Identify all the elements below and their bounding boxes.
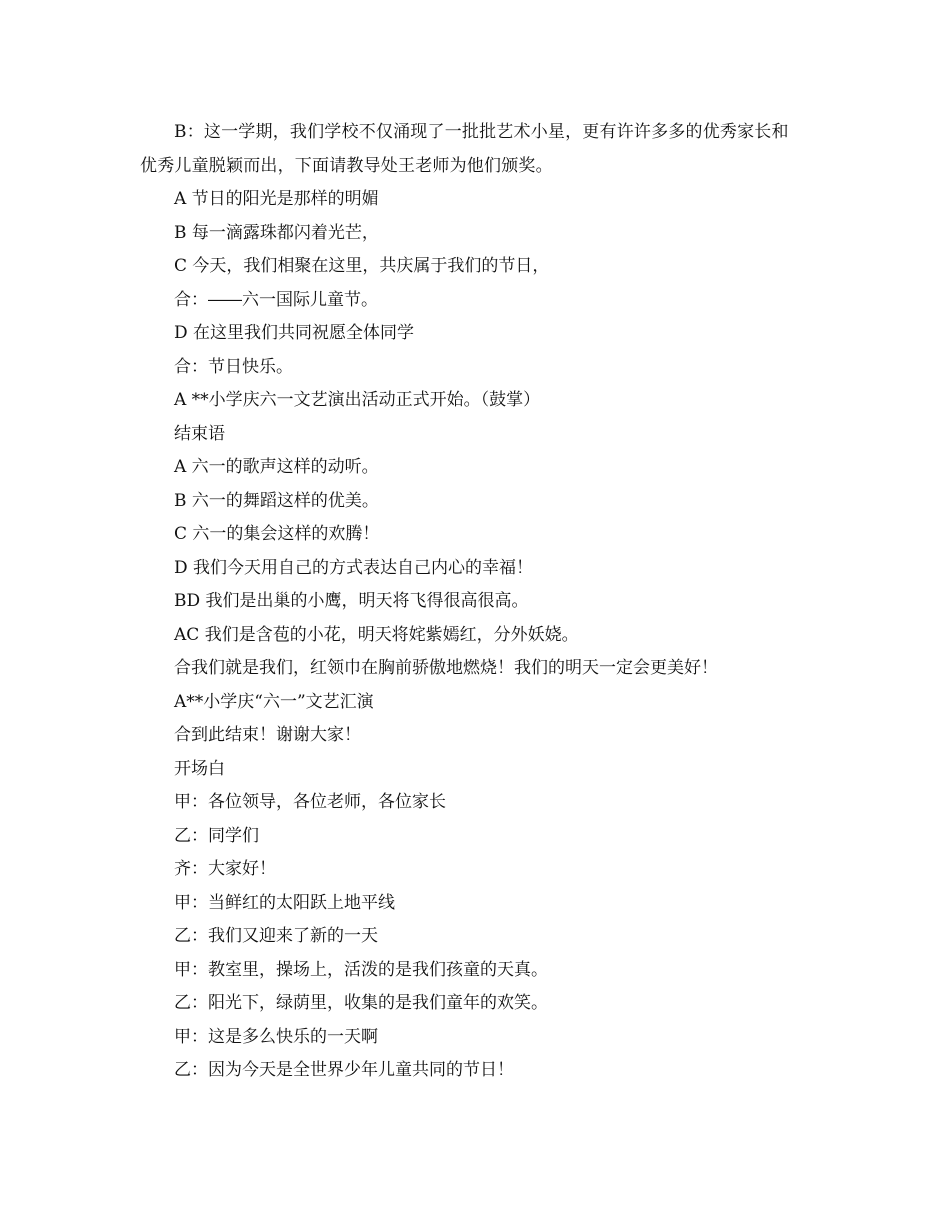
text-line: 乙：因为今天是全世界少年儿童共同的节日！ (174, 1060, 514, 1080)
text-line: D 我们今天用自己的方式表达自己内心的幸福！ (174, 557, 534, 578)
text-line: 甲：这是多么快乐的一天啊 (174, 1026, 378, 1047)
text-line: 乙：我们又迎来了新的一天 (174, 926, 378, 946)
document-body (140, 116, 800, 1088)
section-heading-ending: 结束语 (174, 423, 225, 444)
text-line: A **小学庆六一文艺演出活动正式开始。（鼓掌） (174, 390, 541, 410)
text-line: D 在这里我们共同祝愿全体同学 (174, 323, 415, 343)
text-line: C 今天，我们相聚在这里，共庆属于我们的节日， (174, 256, 550, 276)
text-line: BD 我们是出巢的小鹰，明天将飞得很高很高。 (174, 591, 529, 611)
text-line: 合我们就是我们，红领巾在胸前骄傲地燃烧！我们的明天一定会更美好！ (174, 658, 718, 678)
text-line: 乙：同学们 (174, 825, 259, 846)
text-line: AC 我们是含苞的小花，明天将姹紫嫣红，分外妖娆。 (174, 624, 579, 645)
text-line: 合：――六一国际儿童节。 (174, 289, 378, 310)
text-line: 甲：教室里，操场上，活泼的是我们孩童的天真。 (174, 959, 548, 980)
text-line: 合到此结束！谢谢大家！ (174, 725, 361, 745)
text-line: C 六一的集会这样的欢腾！ (174, 524, 380, 544)
opening-paragraph: B：这一学期，我们学校不仅涌现了一批批艺术小星，更有许许多多的优秀家长和优秀儿童脱颖而出，下面请教导处王老师为他们颁奖。 (140, 122, 789, 176)
text-line: A 节日的阳光是那样的明媚 (174, 189, 379, 209)
text-line: A 六一的歌声这样的动听。 (174, 457, 379, 477)
text-line: 齐：大家好！ (174, 859, 276, 879)
section-heading-opening: 开场白 (174, 758, 225, 779)
text-line: B 每一滴露珠都闪着光芒， (174, 222, 379, 243)
text-line: 甲：各位领导，各位老师，各位家长 (174, 792, 446, 812)
text-line: B 六一的舞蹈这样的优美。 (174, 490, 379, 511)
text-line: 甲：当鲜红的太阳跃上地平线 (174, 892, 395, 913)
text-line: 乙：阳光下，绿荫里，收集的是我们童年的欢笑。 (174, 993, 548, 1013)
text-line: A**小学庆“六一”文艺汇演 (174, 691, 374, 712)
text-line: 合：节日快乐。 (174, 356, 293, 377)
